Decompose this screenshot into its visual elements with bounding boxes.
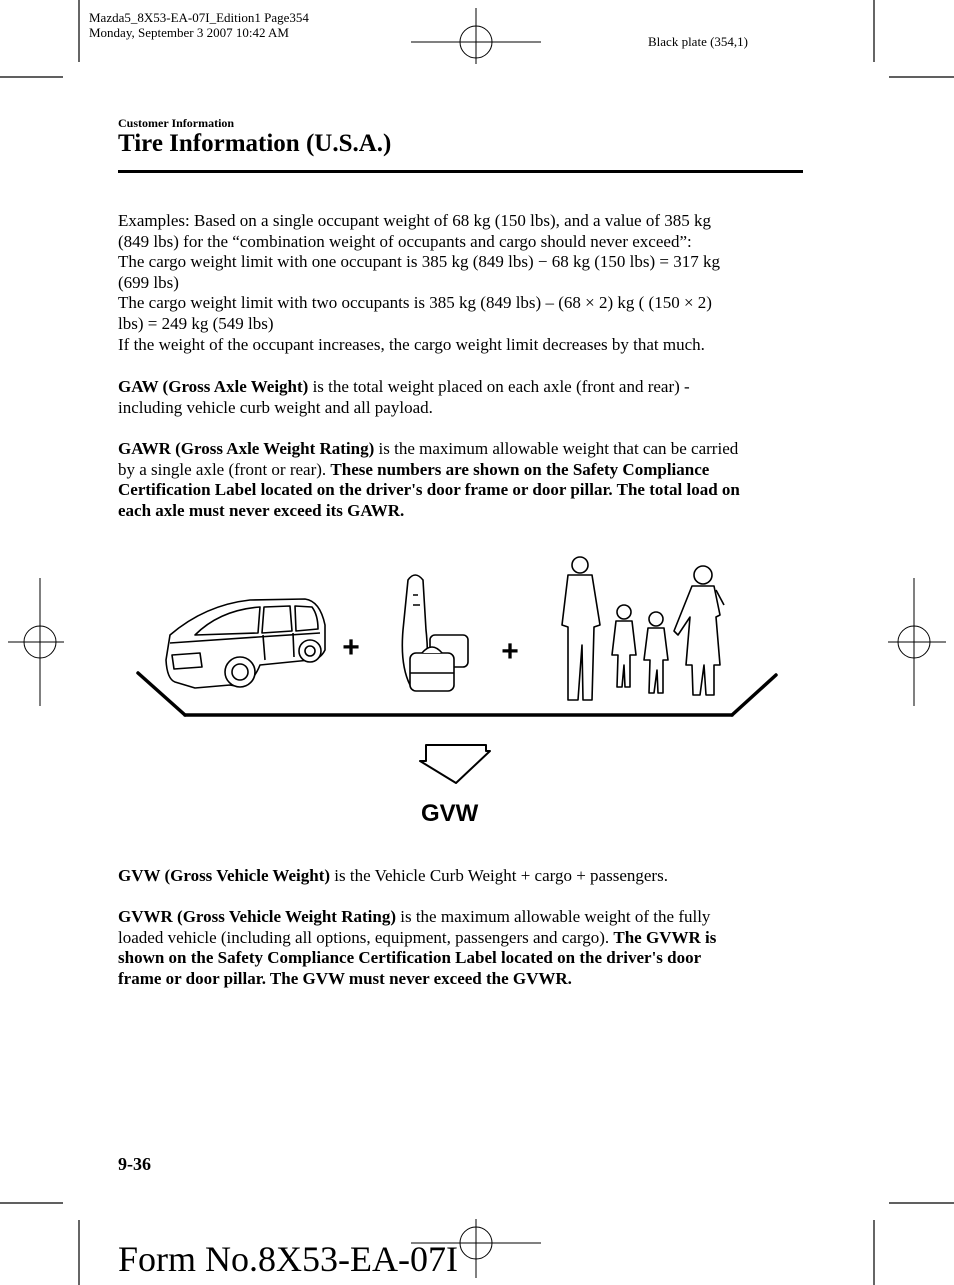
- family-illustration: [562, 557, 724, 700]
- gvwr-text: loaded vehicle (including all options, equipment, passengers and cargo).: [118, 927, 614, 947]
- gawr-term: GAWR (Gross Axle Weight Rating): [118, 439, 375, 458]
- registration-target-right: [888, 578, 946, 706]
- page-title: Tire Information (U.S.A.): [118, 130, 392, 157]
- gaw-text: is the total weight placed on each axle (front and rear) -: [308, 377, 690, 396]
- gvw-paragraph: [118, 866, 808, 887]
- down-arrow-icon: [420, 745, 490, 783]
- title-rule: [118, 170, 803, 173]
- plus-sign: +: [342, 631, 360, 664]
- plus-sign: +: [501, 635, 519, 668]
- gvwr-emphasis: frame or door pillar. The GVW must never exceed the GVWR.: [118, 968, 572, 988]
- examples-line: The cargo weight limit with two occupants is 385 kg (849 lbs) – (68 × 2) kg ( (150 × 2): [118, 293, 712, 313]
- gaw-paragraph: [118, 377, 808, 418]
- gvw-text: is the Vehicle Curb Weight + cargo + passengers.: [330, 866, 668, 885]
- examples-line: Examples: Based on a single occupant weight of 68 kg (150 lbs), and a value of 385 kg: [118, 211, 711, 230]
- gvwr-paragraph: [118, 907, 808, 989]
- gawr-paragraph: [118, 439, 818, 521]
- examples-line: (699 lbs): [118, 272, 179, 292]
- gvwr-emphasis: shown on the Safety Compliance Certification Label located on the driver's door: [118, 948, 702, 968]
- plate-label: Black plate (354,1): [648, 34, 748, 49]
- examples-line: The cargo weight limit with one occupant is 385 kg (849 lbs) − 68 kg (150 lbs) = 317 kg: [118, 252, 720, 272]
- registration-target-left: [8, 578, 64, 706]
- gawr-text: is the maximum allowable weight that can be carried: [374, 439, 739, 458]
- examples-line: (849 lbs) for the “combination weight of occupants and cargo should never exceed”:: [118, 231, 692, 251]
- form-number: Form No.8X53-EA-07I: [118, 1239, 458, 1279]
- luggage-illustration: [402, 575, 468, 691]
- gaw-text: including vehicle curb weight and all payload.: [118, 397, 433, 417]
- gvwr-term: GVWR (Gross Vehicle Weight Rating): [118, 907, 396, 926]
- section-label: Customer Information: [118, 116, 235, 130]
- page-number: 9-36: [118, 1154, 151, 1174]
- gvw-term: GVW (Gross Vehicle Weight): [118, 866, 331, 885]
- gawr-emphasis: Certification Label located on the driver's door frame or door pillar. The total load on: [118, 480, 740, 500]
- gvwr-emphasis: The GVWR is: [613, 927, 717, 947]
- examples-paragraph: [118, 211, 808, 355]
- gawr-text: by a single axle (front or rear).: [118, 459, 331, 479]
- gaw-term: GAW (Gross Axle Weight): [118, 377, 309, 396]
- registration-target-top: [411, 8, 541, 64]
- print-file-line: Mazda5_8X53-EA-07I_Edition1 Page354: [89, 10, 309, 25]
- minivan-illustration: [166, 599, 325, 688]
- examples-line: lbs) = 249 kg (549 lbs): [118, 313, 274, 333]
- gvw-illustration: [130, 555, 790, 795]
- gvw-label: GVW: [421, 800, 479, 827]
- gawr-emphasis: each axle must never exceed its GAWR.: [118, 500, 405, 520]
- examples-line: If the weight of the occupant increases, the cargo weight limit decreases by that much.: [118, 334, 705, 354]
- print-date-line: Monday, September 3 2007 10:42 AM: [89, 25, 289, 40]
- print-info: [89, 10, 309, 40]
- gawr-emphasis: These numbers are shown on the Safety Compliance: [330, 459, 710, 479]
- gvwr-text: is the maximum allowable weight of the fully: [396, 907, 711, 926]
